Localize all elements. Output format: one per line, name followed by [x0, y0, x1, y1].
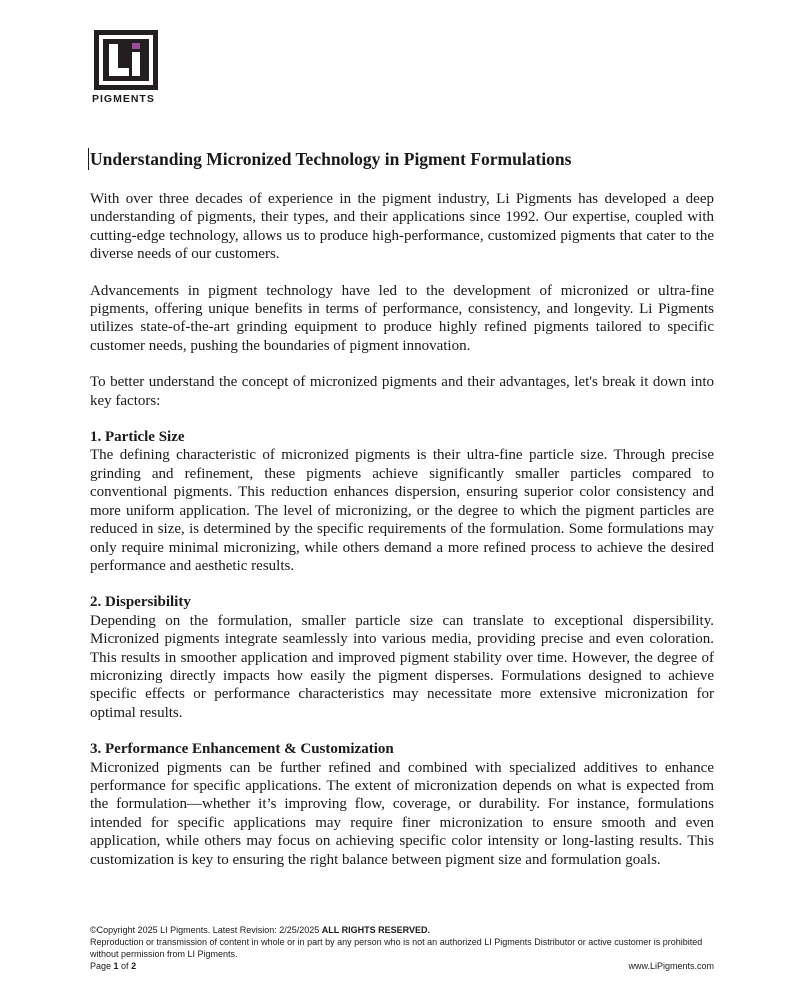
section-heading-dispersibility: 2. Dispersibility: [90, 594, 191, 611]
logo-li-graphic: [94, 30, 158, 90]
footer-copyright-line: [90, 924, 714, 936]
page-footer: [90, 924, 714, 972]
footer-bottom-row: [90, 960, 714, 972]
logo-mark: [94, 30, 158, 90]
section-heading-performance: 3. Performance Enhancement & Customization: [90, 741, 394, 758]
section-body-particle-size: The defining characteristic of micronized pigments is their ultra-fine particle size. Through precise grinding and refinement, these pigments achieve significantly smaller particles compared to conventional pigments. This reduction enhances dispersion, ensuring superior color consistency and more uniform application. The level of micronizing, or the degree to which the pigment particles are reduced in size, is determined by the specific requirements of the formulation. Some formulations may only require minimal micronizing, while others demand a more refined process to achieve the desired performance and aesthetic results.: [90, 447, 714, 574]
page-current: 1: [113, 961, 119, 971]
footer-notice: Reproduction or transmission of content in whole or in part by any person who is not an authorized LI Pigments Distributor or active customer is prohibited without permission from LI Pigments.: [90, 937, 703, 959]
document-body: [90, 148, 714, 887]
intro-paragraph-3: To better understand the concept of micronized pigments and their advantages, let's break it down into key factors:: [90, 374, 714, 409]
logo-wordmark: PIGMENTS: [92, 93, 155, 105]
intro-paragraph-2: Advancements in pigment technology have led to the development of micronized or ultra-fine pigments, offering unique benefits in terms of performance, consistency, and longevity. Li Pigments utilizes state-of-the-art grinding equipment to produce highly refined pigments tailored to specific customer needs, pushing the boundaries of pigment innovation.: [90, 282, 714, 354]
footer-copyright: ©Copyright 2025 LI Pigments. Latest Revision: 2/25/2025: [90, 925, 322, 935]
page-prefix: Page: [90, 961, 114, 971]
section-body-performance: Micronized pigments can be further refined and combined with specialized additives to enhance performance for specific applications. The extent of micronization depends on what is expected from the formulation—whether it’s improving flow, coverage, or durability. For instance, formulations intended for specific applications may require finer micronization to ensure smooth and even application, while others may focus on achieving specific color intensity or long-lasting results. This customization is key to ensuring the right balance between pigment size and formulation goals.: [90, 759, 714, 868]
page-of: of: [118, 961, 132, 971]
document-title: Understanding Micronized Technology in Pigment Formulations: [88, 148, 714, 170]
section-heading-particle-size: 1. Particle Size: [90, 429, 185, 446]
page-total: 2: [131, 961, 137, 971]
footer-website-link[interactable]: www.LiPigments.com: [628, 961, 714, 971]
footer-rights: ALL RIGHTS RESERVED.: [321, 925, 430, 935]
section-body-dispersibility: Depending on the formulation, smaller particle size can translate to exceptional dispersibility. Micronized pigments integrate seamlessly into various media, providing precise and even coloration. This results in smoother application and improved pigment stability over time. However, the degree of micronizing directly impacts how easily the pigment disperses. Formulations designed to achieve specific effects or performance characteristics may necessitate more extensive micronization for optimal results.: [90, 612, 714, 721]
intro-paragraph-1: With over three decades of experience in the pigment industry, Li Pigments has developed a deep understanding of pigments, their types, and their applications since 1992. Our expertise, coupled with cutting-edge technology, allows us to produce high-performance, customized pigments that cater to the diverse needs of our customers.: [90, 191, 714, 263]
company-logo: [92, 30, 162, 105]
page-number: [90, 960, 136, 972]
